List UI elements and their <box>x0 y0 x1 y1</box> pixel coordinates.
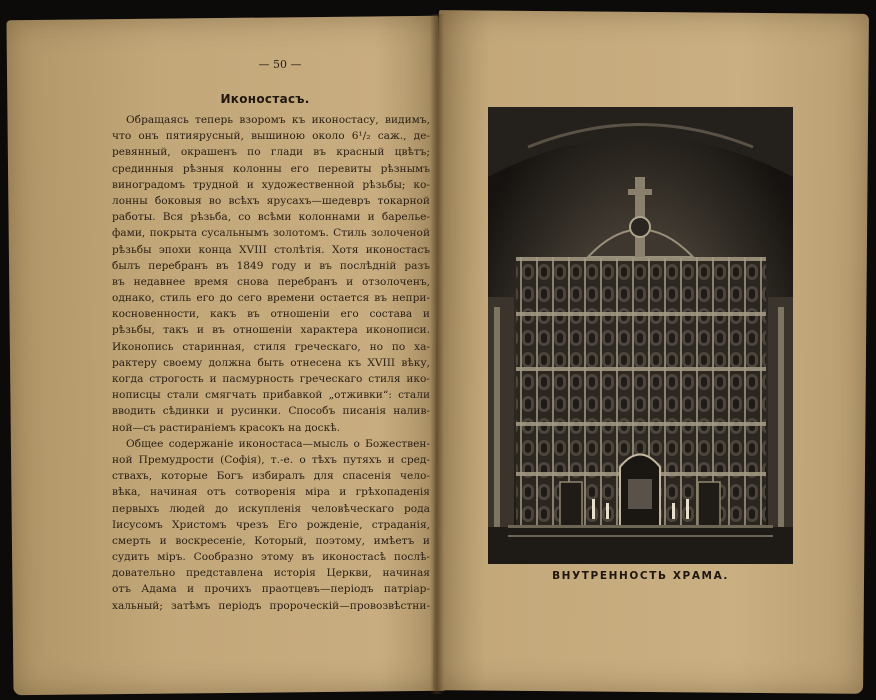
text-line: вѣка, начиная отъ сотворенія міра и грѣхопаденія <box>112 486 430 499</box>
text-line: смерть и воскресеніе, Который, поэтому, имѣетъ и <box>112 534 430 547</box>
text-line: былъ перебранъ въ 1849 году и въ послѣдній разъ <box>112 259 430 272</box>
text-line: когда строгость и пасмурность греческаго стиля ико- <box>112 373 430 385</box>
text-line: фами, покрыта сусальнымъ золотомъ. Стиль золоченой <box>112 227 430 240</box>
text-line: рѣзьбы, такъ и въ отношеніи характера иконописи. <box>112 324 430 337</box>
text-line: ной Премудрости (Софія), т.-е. о тѣхъ путяхъ и сред- <box>112 453 430 466</box>
text-line: косновенности, какъ въ отношеніи его состава и <box>112 308 430 321</box>
text-line: однако, стиль его до сего времени остается въ непри- <box>112 292 430 305</box>
iconostasis-photo <box>488 107 793 564</box>
paragraph-2 <box>112 436 430 614</box>
text-line: ревянный, окрашенъ по глади въ красный цвѣтъ; <box>112 146 430 159</box>
text-line: лонны боковыя во всѣхъ ярусахъ—шедевръ токарной <box>112 194 430 207</box>
text-line: Иконопись старинная, стиля греческаго, но по ха- <box>112 340 430 353</box>
book-gutter <box>430 14 444 694</box>
text-line: довательно представлена исторія Церкви, начиная <box>112 567 430 580</box>
body-text <box>112 112 430 614</box>
text-line: нописцы стали смягчать прибавкой „отживки“: стали <box>112 389 430 402</box>
text-line: отъ Адама и прочихъ праотцевъ—періодъ патріар- <box>112 583 430 596</box>
text-line: Обращаясь теперь взоромъ къ иконостасу, видимъ, <box>126 114 430 126</box>
text-line: первыхъ людей до искупленія человѣческаго рода <box>112 502 430 515</box>
text-line: въ недавнее время снова перебранъ и отзолоченъ, <box>112 275 430 288</box>
text-line: рактеру своему должна быть отнесена къ XVIII вѣку, <box>112 356 430 369</box>
text-line: ствахъ, которые Богъ избиралъ для спасенія чело- <box>112 470 430 483</box>
text-line: рѣзьбы эпохи конца XVIII столѣтія. Хотя иконостасъ <box>112 243 430 256</box>
text-line: судить міръ. Сообразно этому въ иконостасѣ послѣ- <box>112 551 430 564</box>
text-line: хальный; затѣмъ періодъ пророческій—провозвѣстни- <box>112 599 430 612</box>
text-line: Общее содержаніе иконостаса—мысль о Божествен- <box>126 437 430 450</box>
text-line: срединныя рѣзныя колонны его перевиты рѣзнымъ <box>112 162 430 175</box>
text-line: что онъ пятиярусный, вышиною около 6¹/₂ саж., де- <box>112 130 430 143</box>
text-line: работы. Вся рѣзьба, со всѣми колоннами и барелье- <box>112 211 430 224</box>
section-title: Иконостасъ. <box>220 92 310 106</box>
paragraph-1 <box>112 112 430 436</box>
text-line: ной—съ растираніемъ красокъ на доскѣ. <box>112 421 340 434</box>
plate-caption: ВНУТРЕННОСТЬ ХРАМА. <box>552 570 729 582</box>
page-number: — 50 — <box>258 58 302 71</box>
text-line: виноградомъ трудной и художественной рѣзьбы; ко- <box>112 178 430 191</box>
text-line: вводить сѣдинки и русинки. Способъ писанія налив- <box>112 405 430 418</box>
text-line: Іисусомъ Христомъ чрезъ Его рожденіе, страданія, <box>112 518 430 531</box>
